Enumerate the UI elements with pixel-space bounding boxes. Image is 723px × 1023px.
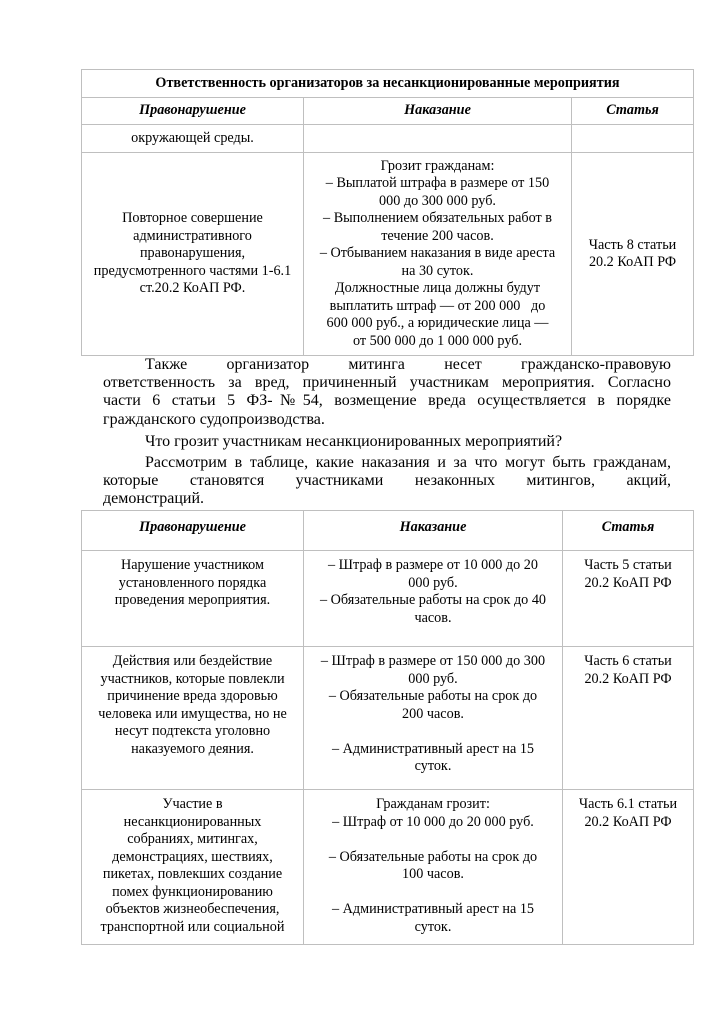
cell-line: демонстрациях, шествиях, bbox=[112, 848, 273, 865]
cell-line: 20.2 КоАП РФ bbox=[584, 574, 672, 591]
cell-line: наказуемого деяния. bbox=[131, 740, 254, 757]
text-line bbox=[103, 356, 671, 374]
text-line: гражданского судопроизводства. bbox=[103, 410, 325, 428]
article-cell bbox=[572, 125, 694, 153]
cell-line: административного bbox=[133, 227, 252, 244]
article-cell bbox=[563, 647, 694, 790]
header-article: Статья bbox=[572, 98, 694, 125]
cell-line: – Обязательные работы на срок до 40 bbox=[319, 592, 547, 608]
cell-line: пикетах, повлекших создание bbox=[102, 866, 283, 882]
header-offense: Правонарушение bbox=[82, 98, 304, 125]
text-line-content: Что грозит участникам несанкционированных мероприятий? bbox=[145, 433, 563, 450]
text-line-content: Также организатор митинга несет гражданско-правовую bbox=[145, 356, 671, 373]
penalty-cell bbox=[304, 125, 572, 153]
penalty-cell bbox=[304, 153, 572, 356]
cell-line: – Административный арест на 15 bbox=[331, 740, 535, 757]
cell-line: 600 000 руб., а юридические лица — bbox=[326, 315, 549, 332]
cell-line: Гражданам грозит: bbox=[376, 796, 490, 812]
table-title: Ответственность организаторов за несанкционированные мероприятия bbox=[82, 70, 694, 98]
cell-line: – Штраф в размере от 10 000 до 20 bbox=[328, 557, 538, 573]
blank-line bbox=[307, 831, 559, 849]
cell-line: несанкционированных bbox=[123, 813, 262, 830]
cell-line: причинение вреда здоровью bbox=[107, 688, 278, 704]
text-line bbox=[103, 433, 671, 451]
article-cell bbox=[563, 551, 694, 647]
cell-line: Участие в bbox=[162, 796, 223, 812]
header-penalty: Наказание bbox=[304, 511, 563, 551]
cell-line: несут подтекста уголовно bbox=[114, 723, 271, 739]
cell-line: транспортной или социальной bbox=[100, 918, 285, 935]
cell-line: проведения мероприятия. bbox=[114, 592, 271, 608]
cell-line: суток. bbox=[414, 758, 452, 774]
text-line: которые становятся участниками незаконных митингов, акций, bbox=[103, 472, 671, 490]
text-line-content: Рассмотрим в таблице, какие наказания и за что могут быть гражданам, bbox=[145, 454, 671, 471]
cell-line: – Штраф от 10 000 до 20 000 руб. bbox=[332, 813, 534, 830]
penalty-cell bbox=[304, 790, 563, 945]
header-offense: Правонарушение bbox=[82, 511, 304, 551]
blank-line bbox=[307, 723, 559, 741]
cell-line: объектов жизнеобеспечения, bbox=[105, 901, 280, 917]
cell-line: 20.2 КоАП РФ bbox=[588, 254, 677, 270]
cell-line: установленного порядка bbox=[118, 574, 267, 591]
cell-line: ст.20.2 КоАП РФ. bbox=[139, 280, 246, 297]
text-line: демонстраций. bbox=[103, 490, 205, 508]
paragraph-intro bbox=[103, 454, 671, 509]
cell-line: – Обязательные работы на срок до bbox=[328, 688, 538, 704]
cell-line: Часть 8 статьи bbox=[588, 236, 677, 253]
penalty-cell bbox=[304, 551, 563, 647]
paragraph-question bbox=[103, 433, 671, 451]
blank-line bbox=[307, 884, 559, 902]
cell-line: от 500 000 до 1 000 000 руб. bbox=[352, 332, 523, 349]
cell-line: правонарушения, bbox=[139, 245, 246, 262]
cell-line: человека или имущества, но не bbox=[98, 705, 287, 722]
cell-line: Часть 5 статьи bbox=[584, 557, 672, 573]
cell-line: Грозит гражданам: bbox=[380, 157, 495, 174]
cell-line: 000 руб. bbox=[408, 574, 458, 591]
cell-line: Должностные лица должны будут bbox=[334, 280, 541, 297]
cell-line: окружающей среды. bbox=[131, 129, 254, 146]
cell-line: 20.2 КоАП РФ bbox=[584, 813, 672, 830]
cell-line: – Административный арест на 15 bbox=[331, 901, 535, 917]
cell-line: суток. bbox=[414, 918, 452, 935]
cell-line: – Отбыванием наказания в виде ареста bbox=[319, 245, 556, 262]
text-line bbox=[103, 454, 671, 472]
offense-cell bbox=[82, 153, 304, 356]
article-cell bbox=[572, 153, 694, 356]
cell-line: 200 часов. bbox=[402, 705, 464, 722]
cell-line: – Обязательные работы на срок до bbox=[328, 848, 538, 865]
cell-line: на 30 суток. bbox=[401, 262, 474, 279]
cell-line: Действия или бездействие bbox=[112, 653, 273, 669]
cell-line: Нарушение участником bbox=[121, 557, 264, 573]
offense-cell bbox=[82, 125, 304, 153]
cell-line: Часть 6.1 статьи bbox=[578, 796, 678, 812]
cell-line: выплатить штраф — от 200 000 до bbox=[329, 297, 546, 314]
cell-line: Повторное совершение bbox=[122, 210, 263, 227]
offense-cell bbox=[82, 647, 304, 790]
cell-line: часов. bbox=[414, 609, 452, 626]
cell-line: течение 200 часов. bbox=[381, 227, 494, 244]
cell-line: – Выплатой штрафа в размере от 150 bbox=[325, 175, 550, 192]
cell-line: участников, которые повлекли bbox=[100, 670, 285, 687]
offense-cell bbox=[82, 551, 304, 647]
header-article: Статья bbox=[563, 511, 694, 551]
text-line: части 6 статьи 5 ФЗ-№54, возмещение вреда осуществляется в порядке bbox=[103, 392, 671, 410]
cell-line: 100 часов. bbox=[402, 866, 464, 882]
cell-line: – Выполнением обязательных работ в bbox=[323, 210, 552, 227]
cell-line: помех функционированию bbox=[112, 883, 273, 900]
text-line: ответственность за вред, причиненный участникам мероприятия. Согласно bbox=[103, 374, 671, 392]
organizers-liability-table bbox=[81, 69, 694, 356]
cell-line: Часть 6 статьи bbox=[584, 653, 672, 669]
cell-line: – Штраф в размере от 150 000 до 300 bbox=[320, 653, 546, 669]
header-penalty: Наказание bbox=[304, 98, 572, 125]
offense-cell bbox=[82, 790, 304, 945]
cell-line: 000 до 300 000 руб. bbox=[379, 192, 496, 209]
paragraph-civil-liability bbox=[103, 356, 671, 429]
cell-line: собраниях, митингах, bbox=[127, 831, 258, 847]
participants-liability-table bbox=[81, 510, 694, 945]
cell-line: 20.2 КоАП РФ bbox=[584, 670, 672, 687]
cell-line: 000 руб. bbox=[408, 670, 458, 687]
cell-line: предусмотренного частями 1-6.1 bbox=[93, 262, 292, 279]
penalty-cell bbox=[304, 647, 563, 790]
article-cell bbox=[563, 790, 694, 945]
